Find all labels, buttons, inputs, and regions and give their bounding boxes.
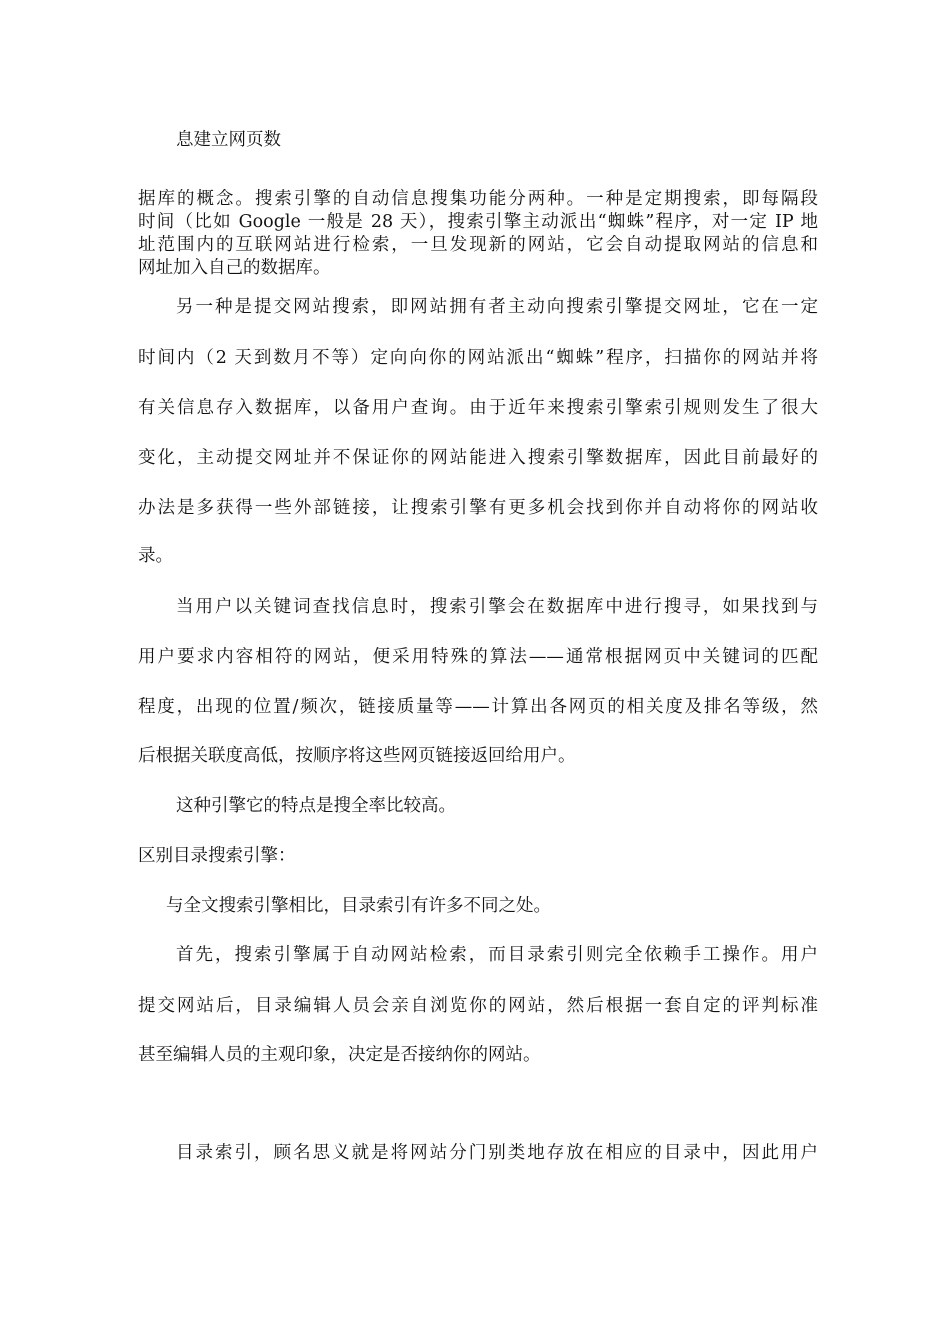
text-line: 息建立网页数 xyxy=(176,130,281,150)
text-line: 后根据关联度高低，按顺序将这些网页链接返回给用户。 xyxy=(138,746,576,766)
text-line: 用户要求内容相符的网站，便采用特殊的算法——通常根据网页中关键词的匹配 xyxy=(138,647,818,667)
text-line: 与全文搜索引擎相比，目录索引有许多不同之处。 xyxy=(166,896,551,916)
text-line: 时间内（2 天到数月不等）定向向你的网站派出“蜘蛛”程序，扫描你的网站并将 xyxy=(138,348,818,368)
text-line: 首先，搜索引擎属于自动网站检索，而目录索引则完全依赖手工操作。用户 xyxy=(176,945,818,965)
text-line: 网址加入自己的数据库。 xyxy=(138,258,331,278)
text-line: 时间（比如 Google 一般是 28 天），搜索引擎主动派出“蜘蛛”程序，对一定 IP 地 xyxy=(138,212,818,232)
section-heading: 区别目录搜索引擎： xyxy=(138,846,296,866)
text-line: 当用户以关键词查找信息时，搜索引擎会在数据库中进行搜寻，如果找到与 xyxy=(176,597,818,617)
text-line: 变化，主动提交网址并不保证你的网站能进入搜索引擎数据库，因此目前最好的 xyxy=(138,448,818,468)
text-line: 提交网站后，目录编辑人员会亲自浏览你的网站，然后根据一套自定的评判标准 xyxy=(138,996,818,1016)
text-line: 目录索引，顾名思义就是将网站分门别类地存放在相应的目录中，因此用户 xyxy=(176,1143,818,1163)
text-line: 另一种是提交网站搜索，即网站拥有者主动向搜索引擎提交网址，它在一定 xyxy=(176,297,818,317)
text-line: 录。 xyxy=(138,546,173,566)
text-line: 甚至编辑人员的主观印象，决定是否接纳你的网站。 xyxy=(138,1045,541,1065)
text-line: 据库的概念。搜索引擎的自动信息搜集功能分两种。一种是定期搜索，即每隔段 xyxy=(138,189,818,209)
text-line: 程度，出现的位置/频次，链接质量等——计算出各网页的相关度及排名等级，然 xyxy=(138,697,818,717)
text-line: 址范围内的互联网站进行检索，一旦发现新的网站，它会自动提取网站的信息和 xyxy=(138,235,818,255)
text-line: 有关信息存入数据库，以备用户查询。由于近年来搜索引擎索引规则发生了很大 xyxy=(138,398,818,418)
text-line: 这种引擎它的特点是搜全率比较高。 xyxy=(176,796,456,816)
text-line: 办法是多获得一些外部链接，让搜索引擎有更多机会找到你并自动将你的网站收 xyxy=(138,498,818,518)
